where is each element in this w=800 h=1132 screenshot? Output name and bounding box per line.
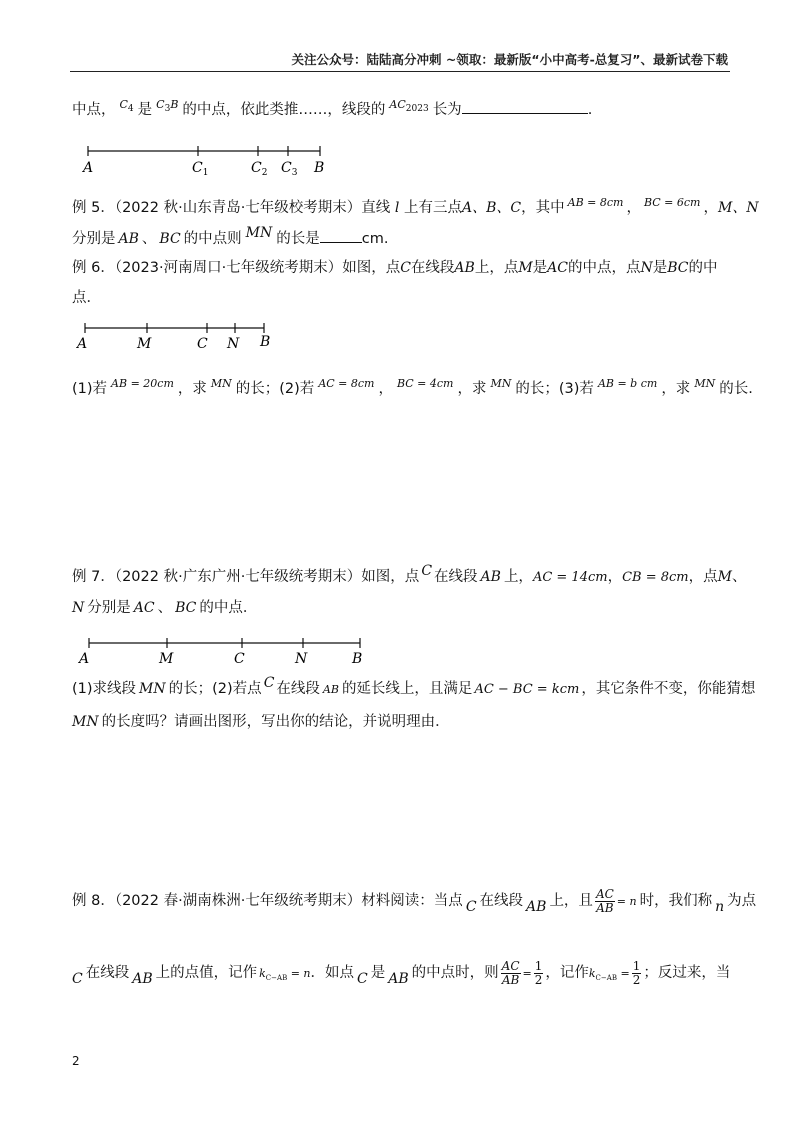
label-b: B: [352, 651, 363, 667]
label-n: N: [295, 651, 308, 667]
label-b: B: [260, 334, 271, 350]
fraction-ac-ab: $\frac{AC}{AB}$: [595, 887, 614, 915]
label-c1: $C_1$: [192, 160, 209, 178]
segment-figure-2: [76, 318, 286, 358]
label-c3: $C_3$: [281, 160, 298, 178]
header-text: 关注公众号：陆陆高分冲刺 ~领取：最新版“小中高考-总复习”、最新试卷下载: [291, 52, 728, 67]
ex5-line2: 分别是 AB 、 BC 的中点则 MN 的长是 cm.: [72, 225, 389, 247]
ex7-q-line2: MN 的长度吗？请画出图形，写出你的结论，并说明理由．: [72, 714, 450, 730]
ex6-line2: 点．: [72, 290, 101, 306]
answer-blank: [462, 101, 588, 114]
label-b: B: [314, 160, 325, 176]
ex8-line2: C 在线段 AB 上的点值，记作 $k_{C-AB} = n$．如点 C 是 AB 的中点时，则 $\frac{AC}{AB}$ = $\frac{1}{2}$ ，记作$k_{C-AB}$ = $\frac{1}{2}$ ；反过来，当: [72, 959, 731, 988]
answer-blank: [320, 230, 362, 243]
label-n: N: [227, 336, 240, 352]
page-header: [70, 0, 730, 72]
label-a: A: [79, 651, 90, 667]
label-m: M: [159, 651, 174, 667]
segment-figure-1: [80, 138, 330, 182]
label-a: A: [83, 160, 94, 176]
ex7-line1: 例 7．（2022 秋·广东广州·七年级统考期末）如图，点 C 在线段 AB 上，AC = 14cm，CB = 8cm，点M、: [72, 563, 747, 585]
page-number: 2: [72, 1054, 80, 1068]
ex7-line2: N 分别是 AC 、 BC 的中点．: [72, 600, 258, 616]
prev-problem-line: 中点， $^{C_4}$ 是 $^{C_3B}$ 的中点，依此类推……，线段的 $^{AC_{2023}}$ 长为 .: [72, 98, 593, 118]
ex5-line1: 例 5．（2022 秋·山东青岛·七年级校考期末）直线 l 上有三点A、B、C，其中 $^{AB = 8cm}$ ， $^{BC = 6cm}$ ，M、N: [72, 196, 759, 216]
label-c: C: [197, 336, 208, 352]
label-c: C: [234, 651, 245, 667]
ex7-q-line1: (1)求线段 MN 的长；(2)若点 C 在线段 AB 的延长线上，且满足 AC − BC = kcm ，其它条件不变，你能猜想: [72, 675, 756, 697]
label-a: A: [77, 336, 88, 352]
ex6-questions: (1)若 $^{AB = 20cm}$ ，求 $^{MN}$ 的长；(2)若 $^{AC = 8cm}$ ， $^{BC = 4cm}$ ，求 $^{MN}$ 的长；(3)若 $^{AB = b cm}$ ，求 $^{MN}$ 的长.: [72, 377, 753, 397]
label-c2: $C_2$: [251, 160, 268, 178]
label-m: M: [137, 336, 152, 352]
ex8-line1: 例 8．（2022 春·湖南株洲·七年级统考期末）材料阅读：当点 C 在线段 AB 上，且 $\frac{AC}{AB}$ = n 时，我们称 n 为点: [72, 887, 757, 916]
segment-figure-3: [76, 633, 376, 673]
ex6-line1: 例 6．（2023·河南周口·七年级统考期末）如图，点C在线段AB上，点M是AC的中点，点N是BC的中: [72, 260, 718, 276]
